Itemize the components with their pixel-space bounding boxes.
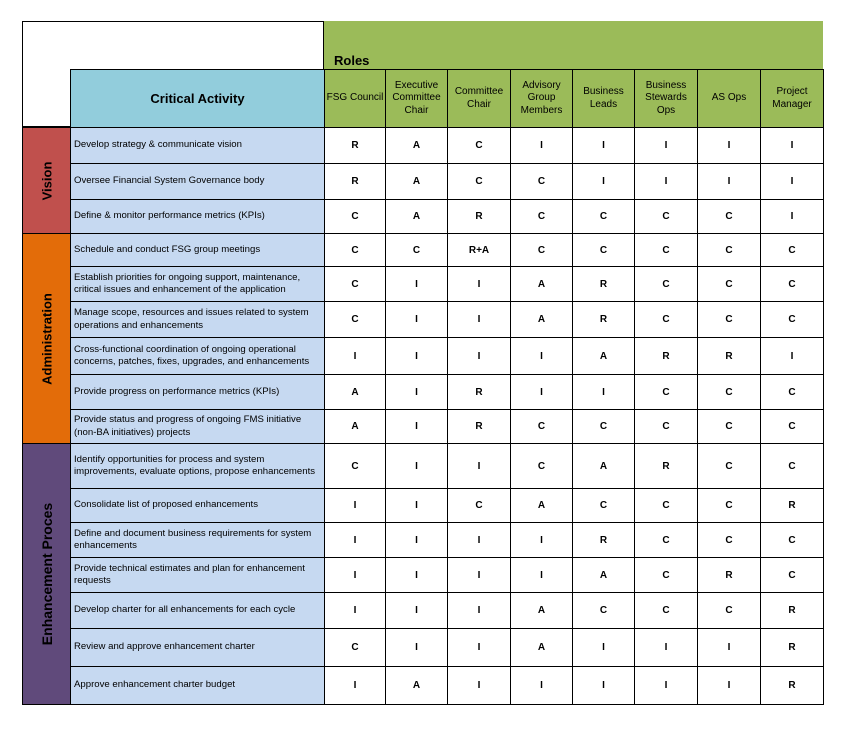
group-band xyxy=(22,233,71,444)
raci-cell: A xyxy=(324,374,386,410)
raci-cell: I xyxy=(385,409,448,444)
activity-cell xyxy=(70,233,325,267)
raci-cell: C xyxy=(760,443,824,489)
raci-cell: C xyxy=(697,301,761,338)
raci-cell: I xyxy=(634,666,698,705)
activity-label: Develop charter for all enhancements for each cycle xyxy=(74,604,296,616)
raci-cell: C xyxy=(447,163,511,200)
raci-cell: C xyxy=(510,199,573,234)
raci-cell: C xyxy=(697,409,761,444)
raci-cell: A xyxy=(510,301,573,338)
raci-cell: R xyxy=(447,374,511,410)
raci-cell: I xyxy=(447,666,511,705)
raci-cell: C xyxy=(760,557,824,593)
raci-cell: C xyxy=(634,266,698,302)
group-label: Enhancement Proces xyxy=(38,502,55,646)
raci-cell: C xyxy=(634,301,698,338)
raci-cell: I xyxy=(572,163,635,200)
raci-cell: I xyxy=(697,666,761,705)
raci-cell: A xyxy=(572,557,635,593)
activity-label: Cross-functional coordination of ongoing operational concerns, patches, fixes, upgrades, and enhancements xyxy=(74,343,310,367)
raci-cell: C xyxy=(447,127,511,164)
group-band xyxy=(22,443,71,705)
raci-cell: C xyxy=(697,443,761,489)
activity-cell xyxy=(70,409,325,444)
activity-cell xyxy=(70,557,325,593)
raci-cell: C xyxy=(697,199,761,234)
activity-label: Provide status and progress of ongoing FMS initiative (non-BA initiatives) projects xyxy=(74,414,302,438)
raci-cell: I xyxy=(447,301,511,338)
raci-cell: A xyxy=(510,266,573,302)
raci-cell: I xyxy=(324,488,386,523)
raci-cell: C xyxy=(324,301,386,338)
raci-cell: C xyxy=(634,374,698,410)
raci-cell: A xyxy=(510,628,573,667)
activity-cell xyxy=(70,592,325,629)
raci-cell: I xyxy=(697,628,761,667)
raci-cell: I xyxy=(324,592,386,629)
raci-cell: C xyxy=(510,163,573,200)
group-band xyxy=(22,127,71,234)
raci-cell: I xyxy=(447,592,511,629)
activity-cell xyxy=(70,522,325,558)
raci-cell: A xyxy=(510,488,573,523)
raci-cell: A xyxy=(385,127,448,164)
role-header: Business Leads xyxy=(572,69,635,128)
group-label: Administration xyxy=(39,292,54,385)
raci-cell: C xyxy=(634,592,698,629)
raci-cell: I xyxy=(324,337,386,375)
raci-cell: I xyxy=(447,522,511,558)
role-header: AS Ops xyxy=(697,69,761,128)
activity-label: Oversee Financial System Governance body xyxy=(74,175,265,187)
raci-cell: I xyxy=(385,488,448,523)
raci-cell: C xyxy=(572,233,635,267)
raci-cell: I xyxy=(510,374,573,410)
raci-cell: I xyxy=(510,666,573,705)
raci-cell: R xyxy=(324,163,386,200)
raci-cell: C xyxy=(572,409,635,444)
raci-cell: C xyxy=(697,374,761,410)
raci-cell: R xyxy=(634,337,698,375)
activity-cell xyxy=(70,374,325,410)
raci-cell: I xyxy=(447,337,511,375)
raci-cell: A xyxy=(385,666,448,705)
raci-cell: I xyxy=(572,628,635,667)
activity-label: Manage scope, resources and issues related to system operations and enhancements xyxy=(74,307,309,331)
activity-label: Define and document business requirements for system enhancements xyxy=(74,527,312,551)
raci-cell: I xyxy=(385,592,448,629)
raci-cell: I xyxy=(447,443,511,489)
raci-cell: C xyxy=(760,301,824,338)
raci-cell: I xyxy=(510,557,573,593)
raci-cell: C xyxy=(760,233,824,267)
role-header: Executive Committee Chair xyxy=(385,69,448,128)
raci-cell: C xyxy=(697,592,761,629)
activity-label: Identify opportunities for process and system improvements, evaluate options, propose enhancements xyxy=(74,453,316,477)
raci-cell: A xyxy=(324,409,386,444)
raci-cell: C xyxy=(697,266,761,302)
raci-cell: I xyxy=(697,127,761,164)
activity-cell xyxy=(70,301,325,338)
raci-cell: R xyxy=(760,488,824,523)
raci-cell: I xyxy=(634,127,698,164)
raci-cell: C xyxy=(572,488,635,523)
raci-cell: R xyxy=(634,443,698,489)
activity-cell xyxy=(70,199,325,234)
raci-cell: C xyxy=(760,409,824,444)
raci-cell: C xyxy=(324,443,386,489)
role-header: Business Stewards Ops xyxy=(634,69,698,128)
activity-cell xyxy=(70,266,325,302)
raci-cell: I xyxy=(385,374,448,410)
raci-cell: C xyxy=(447,488,511,523)
activity-cell xyxy=(70,443,325,489)
raci-cell: C xyxy=(634,409,698,444)
activity-cell xyxy=(70,628,325,667)
raci-cell: C xyxy=(324,199,386,234)
raci-cell: A xyxy=(572,443,635,489)
role-header: Advisory Group Members xyxy=(510,69,573,128)
raci-cell: I xyxy=(385,266,448,302)
raci-cell: I xyxy=(760,337,824,375)
group-label: Vision xyxy=(39,161,54,200)
raci-cell: C xyxy=(760,374,824,410)
raci-cell: I xyxy=(634,628,698,667)
activity-label: Schedule and conduct FSG group meetings xyxy=(74,243,261,255)
activity-label: Provide technical estimates and plan for enhancement requests xyxy=(74,562,305,586)
raci-cell: R xyxy=(760,666,824,705)
raci-cell: A xyxy=(385,163,448,200)
raci-cell: C xyxy=(385,233,448,267)
raci-cell: I xyxy=(760,163,824,200)
raci-cell: I xyxy=(385,628,448,667)
activity-cell xyxy=(70,163,325,200)
raci-cell: I xyxy=(510,522,573,558)
raci-cell: R+A xyxy=(447,233,511,267)
raci-cell: I xyxy=(385,522,448,558)
raci-cell: I xyxy=(697,163,761,200)
activity-cell xyxy=(70,488,325,523)
raci-cell: R xyxy=(697,337,761,375)
activity-label: Define & monitor performance metrics (KPIs) xyxy=(74,210,265,222)
raci-cell: I xyxy=(634,163,698,200)
raci-cell: C xyxy=(324,628,386,667)
raci-cell: R xyxy=(447,199,511,234)
raci-cell: I xyxy=(385,337,448,375)
raci-cell: C xyxy=(634,557,698,593)
activity-cell xyxy=(70,337,325,375)
activity-cell xyxy=(70,127,325,164)
raci-cell: I xyxy=(510,127,573,164)
raci-cell: I xyxy=(760,127,824,164)
raci-cell: C xyxy=(697,233,761,267)
raci-cell: I xyxy=(385,301,448,338)
activity-cell xyxy=(70,666,325,705)
raci-cell: I xyxy=(760,199,824,234)
activity-label: Approve enhancement charter budget xyxy=(74,679,236,691)
raci-cell: R xyxy=(324,127,386,164)
raci-cell: A xyxy=(572,337,635,375)
raci-cell: C xyxy=(634,522,698,558)
raci-cell: R xyxy=(572,301,635,338)
activity-label: Provide progress on performance metrics (KPIs) xyxy=(74,385,280,397)
role-header: Project Manager xyxy=(760,69,824,128)
raci-cell: I xyxy=(447,266,511,302)
activity-label: Review and approve enhancement charter xyxy=(74,641,255,653)
raci-cell: C xyxy=(697,488,761,523)
role-header: Committee Chair xyxy=(447,69,511,128)
raci-cell: R xyxy=(760,628,824,667)
raci-cell: C xyxy=(634,233,698,267)
raci-cell: R xyxy=(572,266,635,302)
raci-cell: I xyxy=(572,374,635,410)
raci-cell: I xyxy=(447,628,511,667)
raci-cell: R xyxy=(760,592,824,629)
raci-cell: C xyxy=(634,488,698,523)
activity-label: Consolidate list of proposed enhancements xyxy=(74,499,258,511)
raci-cell: I xyxy=(572,127,635,164)
role-header: FSG Council xyxy=(324,69,386,128)
raci-cell: C xyxy=(760,522,824,558)
raci-cell: I xyxy=(324,666,386,705)
raci-cell: R xyxy=(697,557,761,593)
raci-cell: C xyxy=(760,266,824,302)
raci-cell: I xyxy=(572,666,635,705)
raci-cell: I xyxy=(385,443,448,489)
raci-cell: A xyxy=(385,199,448,234)
raci-cell: R xyxy=(572,522,635,558)
raci-cell: A xyxy=(510,592,573,629)
raci-cell: I xyxy=(447,557,511,593)
activity-label: Develop strategy & communicate vision xyxy=(74,139,242,151)
raci-cell: C xyxy=(510,443,573,489)
critical-activity-header: Critical Activity xyxy=(70,69,325,128)
raci-cell: I xyxy=(324,557,386,593)
activity-label: Establish priorities for ongoing support, maintenance, critical issues and enhancement of the application xyxy=(74,271,301,295)
raci-cell: C xyxy=(510,233,573,267)
raci-cell: C xyxy=(510,409,573,444)
raci-cell: C xyxy=(324,266,386,302)
raci-cell: I xyxy=(385,557,448,593)
raci-cell: R xyxy=(447,409,511,444)
raci-cell: I xyxy=(324,522,386,558)
raci-cell: C xyxy=(634,199,698,234)
raci-cell: C xyxy=(697,522,761,558)
raci-cell: I xyxy=(510,337,573,375)
raci-cell: C xyxy=(572,592,635,629)
raci-cell: C xyxy=(572,199,635,234)
raci-cell: C xyxy=(324,233,386,267)
roles-title: Roles xyxy=(334,53,370,68)
